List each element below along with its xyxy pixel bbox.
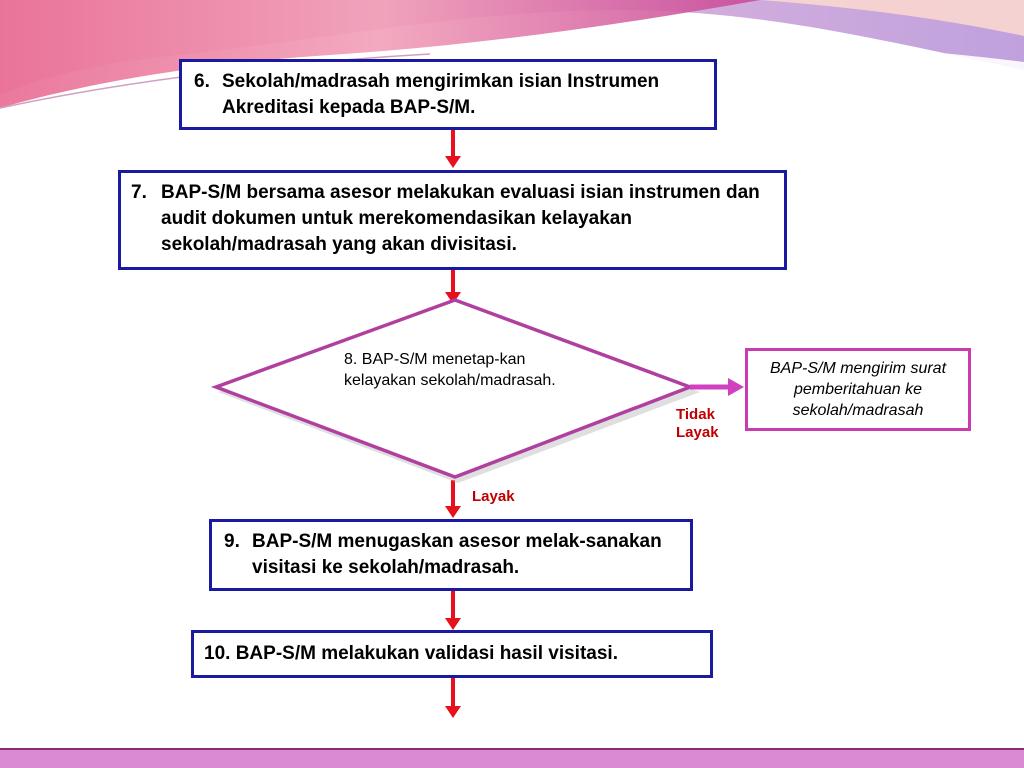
step-9-box — [209, 519, 693, 591]
label-tidak-layak — [676, 406, 736, 442]
step-7-text: BAP-S/M bersama asesor melakukan evaluasi isian instrumen dan audit dokumen untuk merekomendasikan kelayakan sekolah/madrasah yang akan divisitasi. — [161, 182, 760, 255]
step-10-text: BAP-S/M melakukan validasi hasil visitasi. — [235, 643, 618, 664]
step-6-text: Sekolah/madrasah mengirimkan isian Instrumen Akreditasi kepada BAP-S/M. — [222, 71, 660, 118]
step-9-text: BAP-S/M menugaskan asesor melak-sanakan visitasi ke sekolah/madrasah. — [252, 531, 662, 578]
label-layak — [472, 488, 515, 506]
arrow-8-to-9 — [445, 480, 461, 518]
notification-box — [745, 348, 971, 431]
step-7-number: 7. — [131, 182, 147, 203]
step-8-text-block — [344, 349, 574, 391]
label-layak-text: Layak — [472, 488, 515, 505]
step-6-box — [179, 59, 717, 130]
step-8-number: 8. — [344, 351, 358, 368]
arrow-10-out — [445, 678, 461, 718]
step-10-box — [191, 630, 713, 678]
step-10-number: 10. — [204, 643, 231, 664]
bottom-bar — [0, 748, 1024, 768]
step-6-number: 6. — [194, 71, 210, 92]
step-8-text: BAP-S/M menetap-kan kelayakan sekolah/madrasah. — [344, 351, 556, 389]
label-tidak-layak-text: Tidak Layak — [676, 406, 719, 441]
arrow-9-to-10 — [445, 591, 461, 630]
notification-text: BAP-S/M mengirim surat pemberitahuan ke sekolah/madrasah — [769, 360, 947, 419]
step-9-number: 9. — [224, 531, 240, 552]
step-7-box — [118, 170, 787, 270]
arrow-tidak-layak — [690, 378, 744, 396]
arrow-6-to-7 — [445, 130, 461, 168]
